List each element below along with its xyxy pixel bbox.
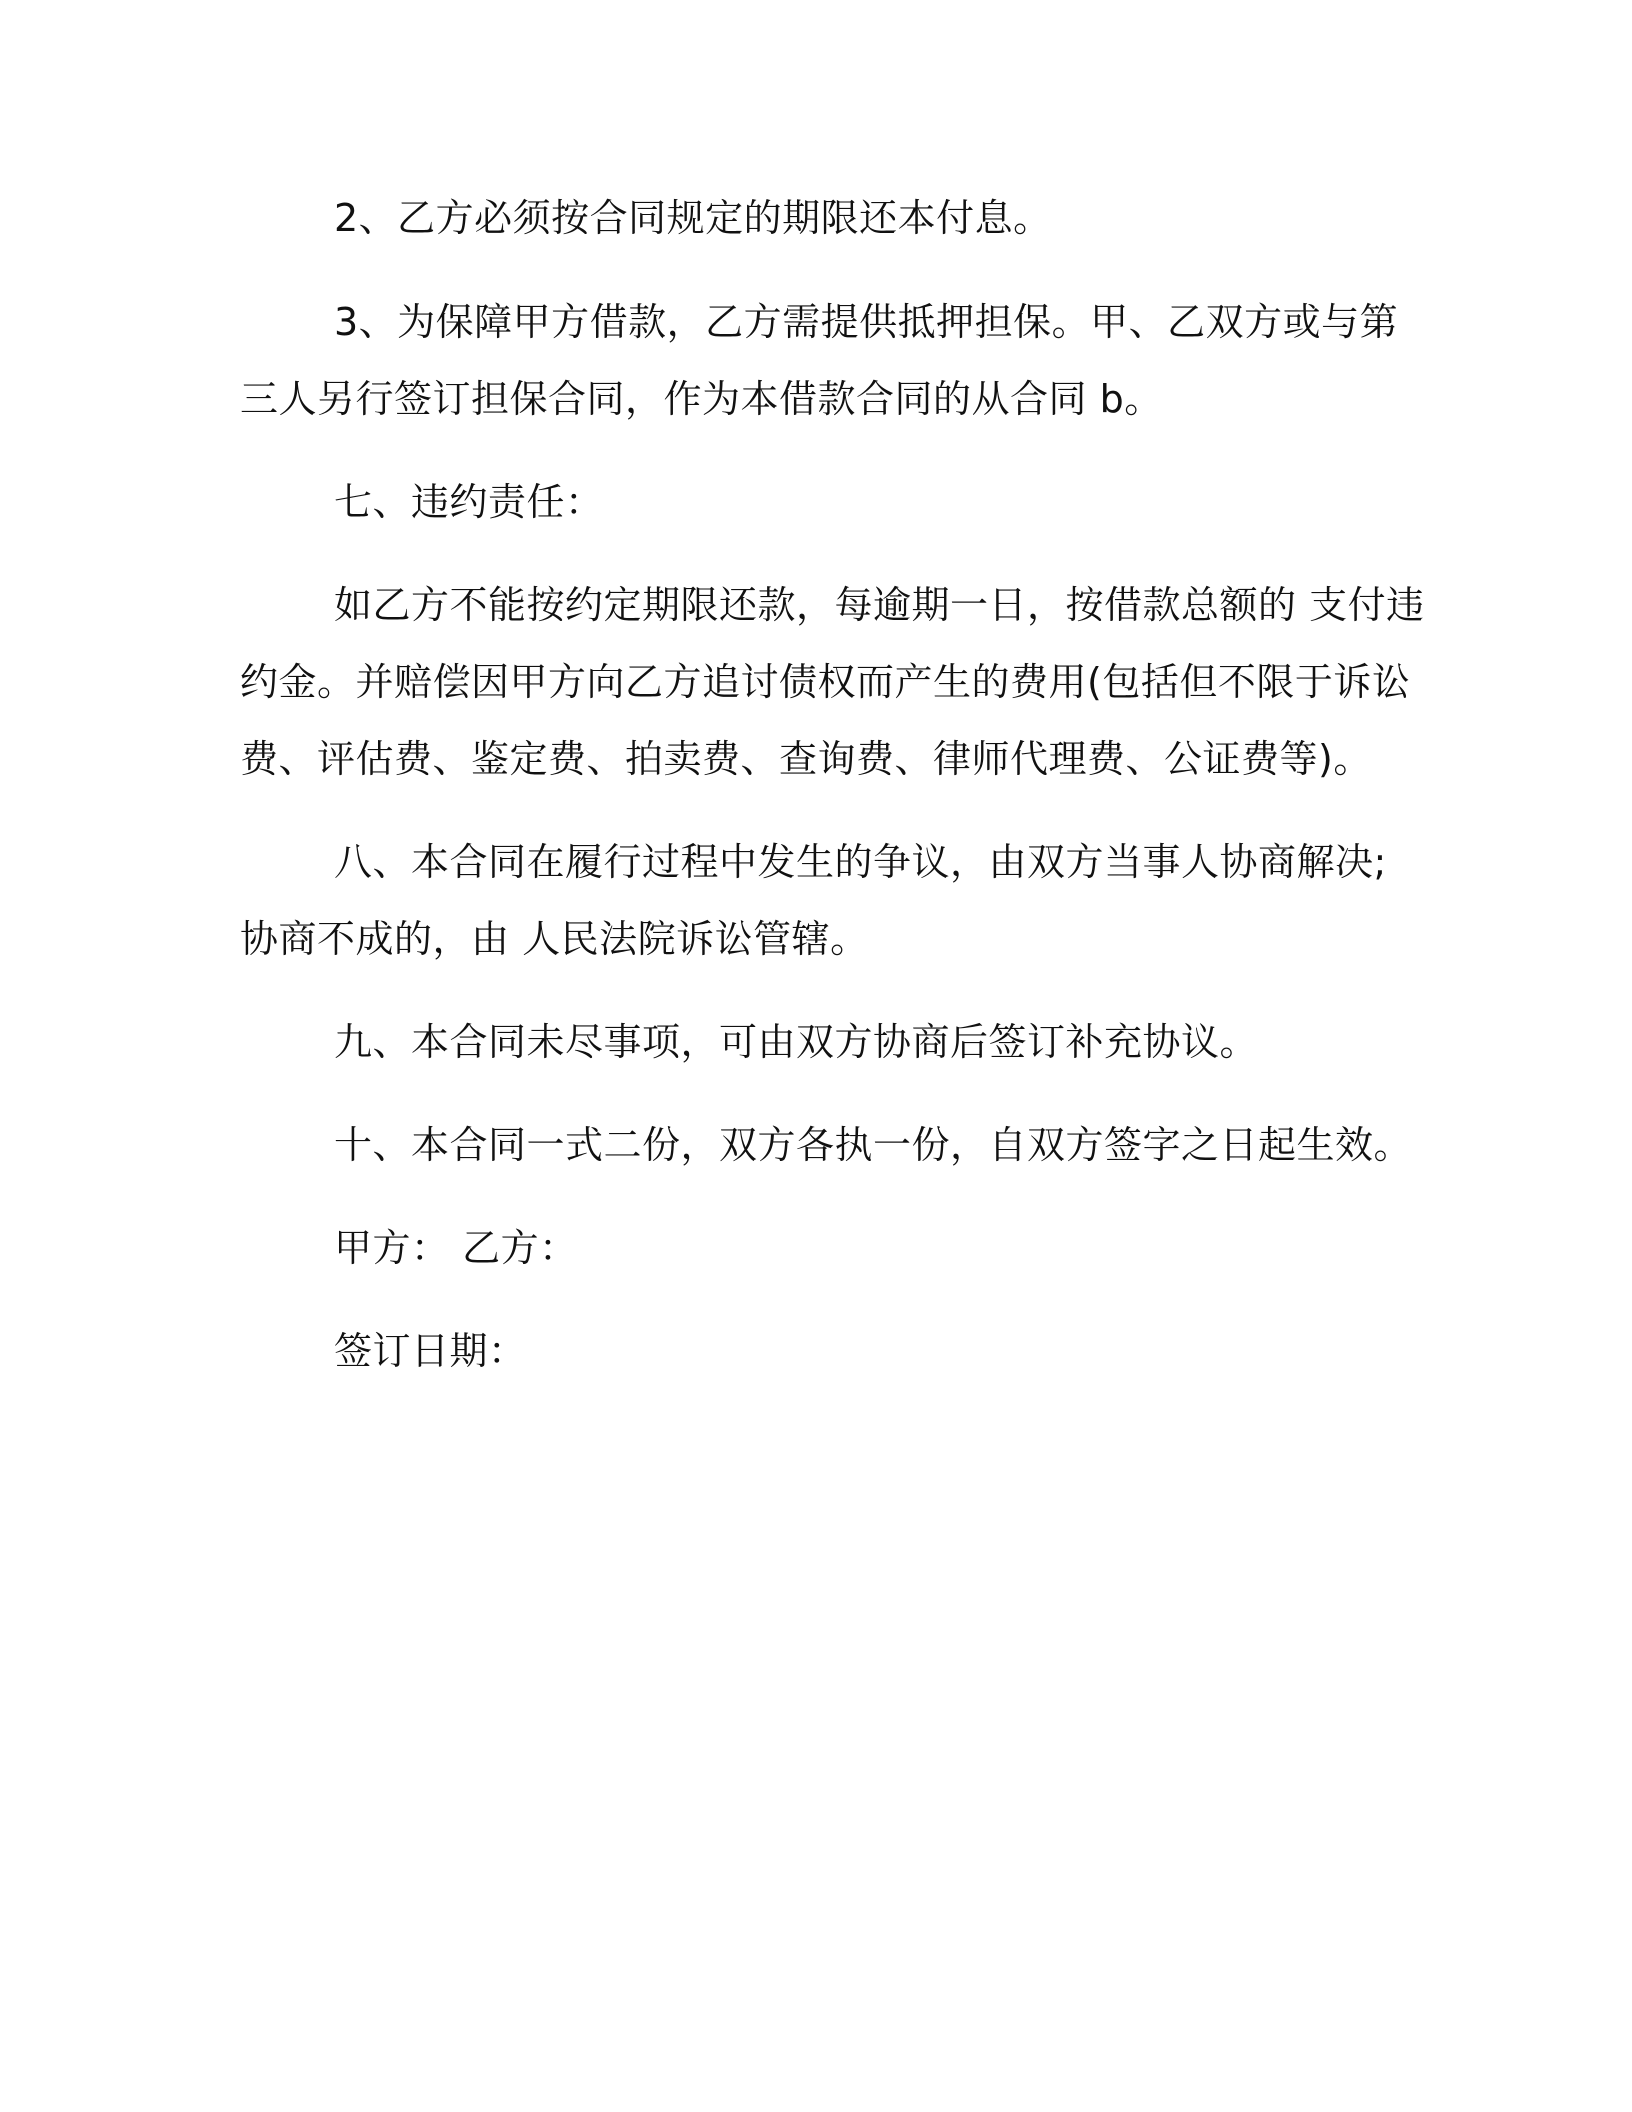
- item-2-line-1: 2、乙方必须按合同规定的期限还本付息。: [334, 196, 1052, 240]
- item-3-line-2: 三人另行签订担保合同，作为本借款合同的从合同 b。: [240, 377, 1163, 421]
- clause-10-line-1: 十、本合同一式二份，双方各执一份，自双方签字之日起生效。: [334, 1123, 1413, 1167]
- item-3-line-1: 3、为保障甲方借款，乙方需提供抵押担保。甲、乙双方或与第: [334, 300, 1399, 344]
- sign-date-line: 签订日期：: [334, 1329, 527, 1373]
- clause-7-line-1: 如乙方不能按约定期限还款，每逾期一日，按借款总额的 支付违: [334, 583, 1425, 627]
- parties-signature-line: 甲方： 乙方：: [334, 1226, 578, 1270]
- clause-7-line-2: 约金。并赔偿因甲方向乙方追讨债权而产生的费用(包括但不限于诉讼: [240, 660, 1411, 704]
- clause-9-line-1: 九、本合同未尽事项，可由双方协商后签订补充协议。: [334, 1020, 1259, 1064]
- clause-8-line-1: 八、本合同在履行过程中发生的争议，由双方当事人协商解决;: [334, 840, 1387, 884]
- clause-7-heading: 七、违约责任：: [334, 480, 604, 524]
- clause-8-line-2: 协商不成的，由 人民法院诉讼管辖。: [240, 917, 869, 961]
- clause-7-line-3: 费、评估费、鉴定费、拍卖费、查询费、律师代理费、公证费等)。: [240, 737, 1372, 781]
